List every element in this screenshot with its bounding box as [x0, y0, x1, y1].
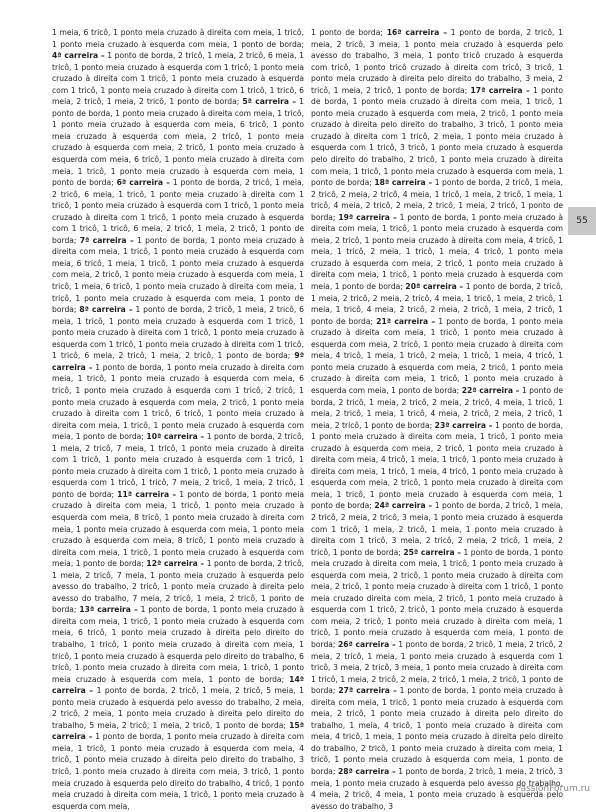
row-text: 1 ponto de borda, 1 ponto meia cruzado à direita com meia, 1 tricô, 1 ponto meia cruzado à esquerda com meia, 2 tricô, 1 ponto meia cruzado à direita com meia, 4 tricô, 1 meia, 1 tricô, 2 meia, 1 tricô, 1 meia, 4 tricô, 1 ponto meia cruzado à esquerda com meia, 2 tricô, 1 ponto meia cruzado à direita com meia, 1 tricô, 1 ponto meia cruzado à esquerda com meia, 1 ponto de borda;: [311, 316, 563, 395]
row-text: 1 ponto de borda, 1 ponto meia cruzado à direita com meia, 1 tricô, 1 ponto meia cruzado à esquerda com meia, 2 tricô, 1 ponto meia cruzado à direita pelo direito do trabalho, 3 tricô, 1 ponto meia cruzado à direita com 1 tricô, 2 meia, 1 ponto meia cruzado à esquerda com 1 tricô, 3 tricô, 1 ponto meia cruzado à esquerda pelo direito do trabalho, 2 tricô, 1 ponto meia cruzado à direita com meia, 1 tricô, 1 ponto meia cruzado à esquerda com meia, 1 ponto de borda;: [311, 85, 564, 188]
right-column: [311, 27, 564, 811]
instruction-row: [52, 351, 304, 441]
page-number: 55: [568, 207, 596, 235]
instruction-row: [52, 605, 304, 683]
row-text: 1 ponto de borda, 1 ponto meia cruzado à direita com meia, 1 tricô, 1 ponto meia cruzado à esquerda com meia, 6 tricô, 1 ponto meia cruzado à esquerda com 1 tricô, 2 tricô, 1 ponto meia cruzado à esquerda com meia, 2 tricô, 1 ponto meia cruzado à direita com 1 tricô, 6 tricô, 1 ponto meia cruzado à direita com meia, 1 tricô, 1 ponto meia cruzado à esquerda com meia, 1 ponto de borda;: [52, 362, 304, 442]
row-label: 26ª carreira –: [337, 639, 396, 649]
row-text: 1 ponto de borda, 1 ponto meia cruzado à direita com meia, 1 tricô, 1 ponto meia cruzado à esquerda com meia, 6 tricô, 1 meia, 1 tricô, 1 ponto meia cruzado à esquerda com meia, 2 tricô, 1 ponto meia cruzado à esquerda com meia, 1 tricô, 1 meia, 6 tricô, 1 ponto meia cruzado à direita com meia, 1 tricô, 1 ponto meia cruzado à esquerda com meia, 1 ponto de borda;: [52, 235, 304, 315]
row-text: 1 ponto de borda, 1 ponto meia cruzado à direita com meia, 1 tricô, 1 ponto meia cruzado à esquerda com meia, 6 tricô, 1 ponto meia cruzado à direita pelo direito do trabalho, 1 tricô, 1 ponto meia cruzado à direita com meia, 1 tricô, 1 ponto meia cruzado à esquerda pelo direito do trabalho, 6 tricô, 1 ponto meia cruzado à direita com meia, 1 tricô, 1 ponto meia cruzado à esquerda com meia, 1 ponto de borda;: [52, 605, 304, 684]
row-text: 1 ponto de borda, 2 tricô, 1 meia, 2 tricô, 3 meia, 1 ponto meia cruzado à esquerda pelo avesso do trabalho, 4 meia, 2 tricô, 4 meia, 1 ponto meia cruzado à esquerda pelo avesso do trabalho, 3: [311, 767, 564, 811]
row-label: 10ª carreira –: [146, 432, 205, 442]
instruction-row: [311, 213, 563, 291]
row-text: 1 ponto de borda, 1 ponto meia cruzado à direita com meia, 1 tricô, 1 ponto meia cruzado à esquerda com meia, 2 tricô, 1 ponto meia cruzado à direita com meia, 2 tricô, 1 ponto meia cruzado à direita com 1 tricô, 1 ponto meia cruzado direita com meia, 2 tricô, 1 ponto meia cruzado à esquerda com 1 tricô, 2 tricô, 1 ponto meia cruzado à esquerda com meia, 2 tricô, 1 ponto meia cruzado à direita com meia, 1 tricô, 1 ponto meia cruzado à esquerda com meia, 1 ponto de borda;: [311, 547, 563, 649]
row-text: 1 ponto de borda, 2 tricô, 1 meia, 2 tricô, 7 meia, 1 ponto meia cruzado à esquerda pelo avesso do trabalho, 2 tricô, 1 ponto meia cruzado à direita pelo avesso do trabalho, 7 meia, 2 tricô, 1 meia, 2 tricô, 1 ponto de borda;: [52, 559, 305, 615]
instruction-row: [52, 721, 304, 811]
instruction-row: [52, 97, 304, 187]
row-text: 1 ponto de borda, 1 ponto meia cruzado à direita com meia, 1 tricô, 1 ponto meia cruzado à esquerda com meia, 2 tricô, 1 ponto meia cruzado à direita com meia, 4 tricô, 1 meia, 1 tricô, 2 meia, 1 tricô, 1 meia, 4 tricô, 1 ponto meia cruzado à esquerda com meia, 2 tricô, 1 ponto meia cruzado à direita com meia, 1 tricô, 1 ponto meia cruzado à esquerda com meia, 1 ponto de borda;: [311, 212, 563, 292]
instruction-row: [311, 548, 563, 649]
row-label: 6ª carreira –: [116, 178, 170, 188]
row-label: 24ª carreira –: [374, 501, 433, 511]
row-label: 11ª carreira –: [117, 489, 177, 499]
row-label: 14ª carreira –: [52, 674, 305, 696]
row-label: 27ª carreira –: [338, 686, 397, 696]
row-text: 1 ponto de borda, 2 tricô, 1 meia, 2 tricô, 2 meia, 2 tricô, 4 meia, 1 tricô, 1 meia, 2 tricô, 1 meia, 1 tricô, 4 meia, 2 tricô, 2 meia, 2 tricô, 1 meia, 2 tricô, 1 ponto de borda;: [311, 178, 564, 222]
row-label: 18ª carreira –: [374, 178, 433, 188]
row-label: 21ª carreira –: [376, 316, 436, 326]
row-text: 1 ponto de borda;: [311, 28, 383, 37]
instruction-row: [311, 28, 563, 95]
row-label: 25ª carreira –: [403, 547, 462, 557]
row-text: 1 ponto de borda, 2 tricô, 1 meia, 2 tricô, 3 meia, 1 ponto meia cruzado à esquerda pelo avesso do trabalho, 3 meia, 1 ponto tricô cruzado à esquerda com tricô, 1 ponto tricô cruzado à direita com tricô, 3 tricô, 1 ponto meia cruzado à direita pelo direito do trabalho, 3 meia, 2 tricô, 1 meia, 2 tricô, 1 ponto de borda;: [311, 28, 563, 95]
row-label: 8ª carreira –: [79, 305, 133, 315]
row-label: 9ª carreira –: [52, 351, 304, 372]
row-label: 17ª carreira –: [470, 85, 530, 95]
row-label: 7ª carreira –: [79, 235, 134, 245]
row-text: 1 ponto de borda, 2 tricô, 1 meia, 2 tricô, 6 meia, 1 tricô, 1 ponto meia cruzado à direita com 1 tricô, 1 ponto meia cruzado à esquerda com 1 tricô, 1 ponto meia cruzado à direita com 1 tricô, 1 ponto meia cruzado à esquerda com 1 tricô, 1 tricô, 6 meia, 2 tricô, 1 meia, 2 tricô, 1 ponto de borda;: [52, 178, 305, 245]
row-label: 16ª carreira –: [386, 28, 448, 37]
row-text: 1 ponto de borda, 2 tricô, 1 meia, 2 tricô, 2 meia, 2 tricô, 4 meia, 1 tricô, 1 meia, 2 tricô, 1 meia, 1 tricô, 4 meia, 2 tricô, 2 meia, 2 tricô, 1 meia, 2 tricô, 1 ponto de borda;: [311, 385, 563, 430]
instruction-row: [311, 317, 563, 395]
instruction-row: [52, 432, 304, 499]
left-column: [52, 27, 305, 811]
row-label: 20ª carreira –: [405, 282, 464, 292]
instruction-row: [52, 236, 304, 314]
row-label: 28ª carreira –: [337, 767, 396, 776]
row-text: 1 meia, 6 tricô, 1 ponto meia cruzado à direita com meia, 1 tricô, 1 ponto meia cruzado à esquerda com meia, 1 ponto de borda;: [52, 28, 304, 49]
instruction-row: [311, 86, 563, 187]
row-text: 1 ponto de borda, 1 ponto meia cruzado à direita com meia, 1 tricô, 1 ponto meia cruzado à esquerda com meia, 4 tricô, 1 ponto meia cruzado à direita pelo direito do trabalho, 3 tricô, 1 ponto meia cruzado à direita com meia, 3 tricô, 1 ponto meia cruzado à esquerda pelo direito do trabalho, 4 tricô, 1 ponto meia cruzado à direita com meia, 1 tricô, 1 ponto meia cruzado à esquerda com meia,: [52, 732, 304, 811]
row-label: 15ª carreira –: [52, 720, 304, 742]
row-text: 1 ponto de borda, 2 tricô, 1 meia, 2 tricô, 6 meia, 1 tricô, 1 ponto meia cruzado à esquerda com 1 tricô, 1 ponto meia cruzado à direita com 1 tricô, 1 ponto meia cruzado à esquerda com 1 tricô, 1 ponto meia cruzado à direita com 1 tricô, 1 tricô, 6 meia, 2 tricô, 1 meia, 2 tricô, 1 ponto de borda;: [52, 305, 305, 361]
row-text: 1 ponto de borda, 1 ponto meia cruzado à direita com meia, 1 tricô, 1 ponto meia cruzado à esquerda com meia, 6 tricô, 1 ponto meia cruzado à esquerda com meia, 2 tricô, 1 ponto meia cruzado à esquerda com meia, 2 tricô, 1 ponto meia cruzado à esquerda com meia, 6 tricô, 1 ponto meia cruzado à direita com meia, 1 tricô, 1 ponto meia cruzado à esquerda com meia, 1 ponto de borda;: [52, 97, 304, 188]
row-text: 1 ponto de borda, 2 tricô, 1 meia, 2 tricô, 2 meia, 2 tricô, 4 meia, 1 tricô, 1 meia, 2 tricô, 1 meia, 1 tricô, 4 meia, 2 tricô, 2 meia, 2 tricô, 1 meia, 2 tricô, 1 ponto de borda;: [311, 282, 564, 326]
instruction-row: [52, 490, 304, 568]
row-text: 1 ponto de borda, 2 tricô, 1 meia, 2 tricô, 6 meia, 1 tricô, 1 ponto meia cruzado à esquerda com 1 tricô, 1 ponto meia cruzado à direita com 1 tricô, 1 ponto meia cruzado à esquerda com 1 tricô, 1 ponto meia cruzado à direita com 1 tricô, 1 tricô, 6 meia, 2 tricô, 1 meia, 2 tricô, 1 ponto de borda;: [52, 51, 304, 107]
row-label: 4ª carreira –: [52, 51, 105, 61]
instruction-row: [311, 421, 563, 511]
row-label: 5ª carreira –: [242, 97, 297, 107]
row-label: 19ª carreira –: [338, 212, 397, 222]
instruction-row: [311, 28, 383, 37]
instruction-row: [52, 178, 304, 245]
row-text: 1 ponto de borda, 1 ponto meia cruzado à direita com meia, 1 tricô, 1 ponto meia cruzado à esquerda com meia, 2 tricô, 1 ponto meia cruzado à direita pelo direito do trabalho, 1 meia, 4 tricô, 1 ponto meia cruzado à direita com meia, 4 tricô, 1 meia, 1 ponto meia cruzado à direita pelo direito do trabalho, 2 tricô, 1 ponto meia cruzado à direita com meia, 1 tricô, 1 ponto meia cruzado à esquerda com meia, 1 ponto de borda;: [311, 686, 563, 776]
instruction-row: [311, 686, 563, 776]
row-text: 1 ponto de borda, 1 ponto meia cruzado à direita com meia, 1 tricô, 1 ponto meia cruzado à esquerda com meia, 2 tricô, 1 ponto meia cruzado à direita com meia, 4 tricô, 1 meia, 1 tricô, 1 ponto meia cruzado à direita com meia, 1 tricô, 1 meia, 4 tricô, 1 ponto meia cruzado à esquerda com meia, 2 tricô, 1 ponto meia cruzado à direita com meia, 1 tricô, 1 ponto meia cruzado à esquerda com meia, 1 ponto de borda;: [311, 420, 564, 511]
row-label: 23ª carreira –: [434, 420, 493, 430]
instruction-row: [52, 305, 304, 360]
instruction-row: [52, 28, 304, 49]
watermark: PassionForum.ru: [515, 784, 590, 794]
row-text: 1 ponto de borda, 2 tricô, 1 meia, 2 tricô, 7 meia, 1 tricô, 1 ponto meia cruzado à direita com 1 tricô, 1 ponto meia cruzado à esquerda com 1 tricô, 1 ponto meia cruzado à direita com 1 tricô, 1 ponto meia cruzado à esquerda com 1 tricô, 1 tricô, 7 meia, 2 tricô, 1 meia, 2 tricô, 1 ponto de borda;: [52, 432, 305, 499]
row-label: 12ª carreira –: [146, 559, 205, 569]
row-label: 22ª carreira –: [461, 385, 520, 395]
row-text: 1 ponto de borda, 2 tricô, 1 meia, 2 tricô, 2 meia, 2 tricô, 1 meia, 1 ponto meia cruzado à esquerda com 1 tricô, 3 meia, 2 tricô, 3 meia, 1 ponto meia cruzado à direita com 1 tricô, 1 meia, 2 tricô, 2 meia, 2 tricô, 1 meia, 2 tricô, 1 ponto de borda;: [311, 639, 564, 696]
row-text: 1 ponto de borda, 2 tricô, 1 meia, 2 tricô, 5 meia, 1 ponto meia cruzado à esquerda pelo avesso do trabalho, 2 meia, 2 tricô, 2 meia, 1 ponto meia cruzado à direita pelo direito do trabalho, 5 meia, 2 tricô, 1 meia, 2 tricô, 1 ponto de borda;: [52, 686, 304, 730]
row-text: 1 ponto de borda, 1 ponto meia cruzado à direita com meia, 1 tricô, 1 ponto meia cruzado à esquerda com meia, 8 tricô, 1 ponto meia cruzado à direita com meia, 1 ponto meia cruzado à esquerda com meia, 1 ponto meia cruzado à esquerda com meia, 8 tricô, 1 ponto meia cruzado à direita com meia, 1 tricô, 1 ponto meia cruzado à esquerda com meia, 1 ponto de borda;: [52, 489, 304, 569]
row-text: 1 ponto de borda, 2 tricô, 1 meia, 2 tricô, 2 meia, 2 tricô, 3 meia, 1 ponto meia cruzado à esquerda com 1 tricô, 1 meia, 2 tricô, 1 meia, 1 ponto meia cruzado à direita com 1 tricô, 3 meia, 2 tricô, 2 meia, 2 tricô, 1 meia, 2 tricô, 1 ponto de borda;: [311, 501, 564, 557]
row-label: 13ª carreira –: [79, 605, 138, 615]
